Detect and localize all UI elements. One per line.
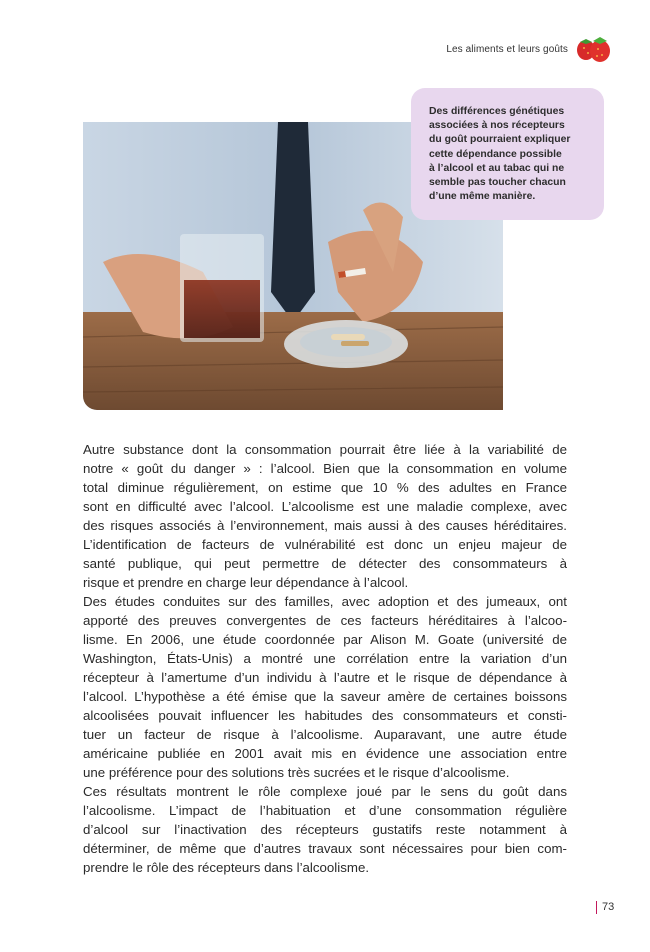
body-line: santé publique, qui peut permettre de détecter des consommateurs à (83, 556, 567, 571)
strawberry-icon (572, 33, 614, 63)
body-line: Autre substance dont la consommation pourrait être liée à la variabilité de (83, 442, 567, 457)
body-line: récepteur à l’amertume d’un individu à l’autre et le risque de dépendance à (83, 670, 567, 685)
running-header: Les aliments et leurs goûts (446, 44, 568, 55)
body-line: Washington, États-Unis) a montré une corrélation entre la variation d’un (83, 651, 567, 666)
body-line: sont en difficulté avec l’alcool. L’alcoolisme est une maladie complexe, avec (83, 499, 567, 514)
body-line: total diminue régulièrement, on estime que 10 % des adultes en France (83, 480, 567, 495)
callout-text: Des différences génétiques associées à nos récepteurs du goût pourraient expliquer cette dépendance possible à l’alcool et au tabac qui ne semble pas toucher chacun d’une même manière. (429, 106, 571, 203)
body-line: risque et prendre en charge leur dépendance à l’alcool. (83, 575, 409, 590)
body-line: Des études conduites sur des familles, avec adoption et des jumeaux, ont (83, 594, 567, 609)
body-line: tuer un facteur de risque à l’alcoolisme. Auparavant, une autre étude (83, 727, 567, 742)
body-line: prendre le rôle des récepteurs dans l’alcoolisme. (83, 860, 370, 875)
body-line: l’alcool. L’hypothèse a été émise que la saveur amère de certaines boissons (83, 689, 567, 704)
body-line: alcoolisées pouvait influencer les habitudes des consommateurs et consti- (83, 708, 567, 723)
body-line: lisme. En 2006, une étude coordonnée par Alison M. Goate (université de (83, 632, 567, 647)
body-line: L’identification de facteurs de vulnérabilité est donc un enjeu majeur de (83, 537, 567, 552)
body-text (83, 440, 567, 877)
body-line: Ces résultats montrent le rôle complexe joué par le sens du goût dans (83, 784, 567, 799)
body-line: apporté des preuves convergentes de ces facteurs héréditaires à l’alcoo- (83, 613, 567, 628)
body-line: d’alcool sur l’inactivation des récepteurs gustatifs reste notamment à (83, 822, 567, 837)
body-line: notre « goût du danger » : l’alcool. Bien que la consommation en volume (83, 461, 567, 476)
body-line: des risques associés à l’environnement, mais aussi à des causes héréditaires. (83, 518, 567, 533)
page-number: 73 (596, 901, 614, 914)
callout-box (411, 88, 604, 220)
body-line: l’alcoolisme. L’impact de l’habituation et d’une consommation régulière (83, 803, 567, 818)
body-line: une préférence pour des solutions très sucrées et le risque d’alcoolisme. (83, 765, 510, 780)
body-line: américaine publiée en 2001 avait mis en évidence une association entre (83, 746, 567, 761)
body-line: déterminer, de même que d’autres travaux sont nécessaires pour bien com- (83, 841, 567, 856)
